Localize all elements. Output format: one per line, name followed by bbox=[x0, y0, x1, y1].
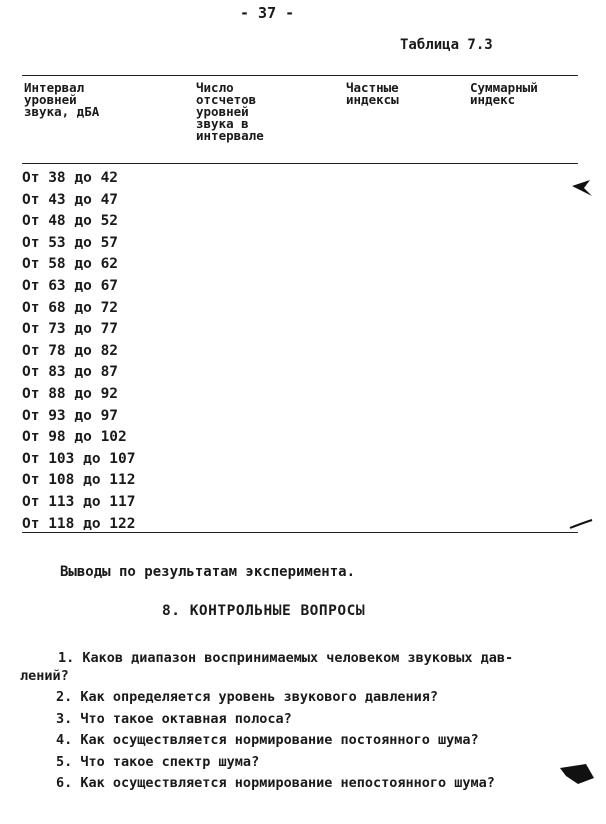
section-title: 8. КОНТРОЛЬНЫЕ ВОПРОСЫ bbox=[162, 603, 366, 619]
table-row: От 118 до 122 bbox=[22, 515, 136, 532]
conclusion-text: Выводы по результатам эксперимента. bbox=[60, 564, 356, 580]
table-row: От 93 до 97 bbox=[22, 407, 119, 424]
scan-mark bbox=[568, 518, 594, 532]
column-header-interval: Интервал уровней звука, дБА bbox=[24, 80, 100, 119]
column-header-total-index: Суммарный индекс bbox=[470, 80, 538, 107]
question-item: 6. Как осуществляется нормирование непостоянного шума? bbox=[56, 775, 495, 791]
table-row: От 63 до 67 bbox=[22, 277, 119, 294]
questions-list bbox=[16, 650, 586, 797]
question-item: 2. Как определяется уровень звукового давления? bbox=[56, 689, 439, 705]
table-row: От 43 до 47 bbox=[22, 191, 119, 208]
table-row: От 78 до 82 bbox=[22, 342, 119, 359]
table-bottom-rule bbox=[22, 532, 578, 533]
question-item: 1. Каков диапазон воспринимаемых человеком звуковых дав- bbox=[58, 650, 514, 666]
table-label: Таблица 7.3 bbox=[400, 37, 493, 53]
table-header-rule bbox=[22, 163, 578, 164]
table-row: От 108 до 112 bbox=[22, 472, 136, 489]
table-row: От 103 до 107 bbox=[22, 450, 136, 467]
column-header-count: Число отсчетов уровней звука в интервале bbox=[196, 80, 264, 143]
table-row: От 48 до 52 bbox=[22, 213, 119, 230]
table-top-rule bbox=[22, 75, 578, 76]
table-row: От 113 до 117 bbox=[22, 493, 136, 510]
column-header-partial-indices: Частные индексы bbox=[346, 80, 399, 107]
scan-mark bbox=[570, 176, 594, 198]
table-row: От 68 до 72 bbox=[22, 299, 119, 316]
table-body bbox=[22, 168, 222, 535]
table-row: От 83 до 87 bbox=[22, 364, 119, 381]
table-row: От 38 до 42 bbox=[22, 170, 119, 186]
table-row: От 58 до 62 bbox=[22, 256, 119, 273]
table-row: От 73 до 77 bbox=[22, 321, 119, 338]
question-item: 5. Что такое спектр шума? bbox=[56, 753, 260, 770]
question-item: 4. Как осуществляется нормирование постоянного шума? bbox=[56, 732, 479, 748]
table-row: От 53 до 57 bbox=[22, 234, 119, 251]
question-item-continuation: лений? bbox=[20, 667, 69, 684]
table-row: От 98 до 102 bbox=[22, 429, 127, 446]
page-number: - 37 - bbox=[240, 4, 295, 22]
table-row: От 88 до 92 bbox=[22, 385, 119, 402]
question-item: 3. Что такое октавная полоса? bbox=[56, 710, 292, 727]
scan-mark bbox=[556, 760, 596, 788]
